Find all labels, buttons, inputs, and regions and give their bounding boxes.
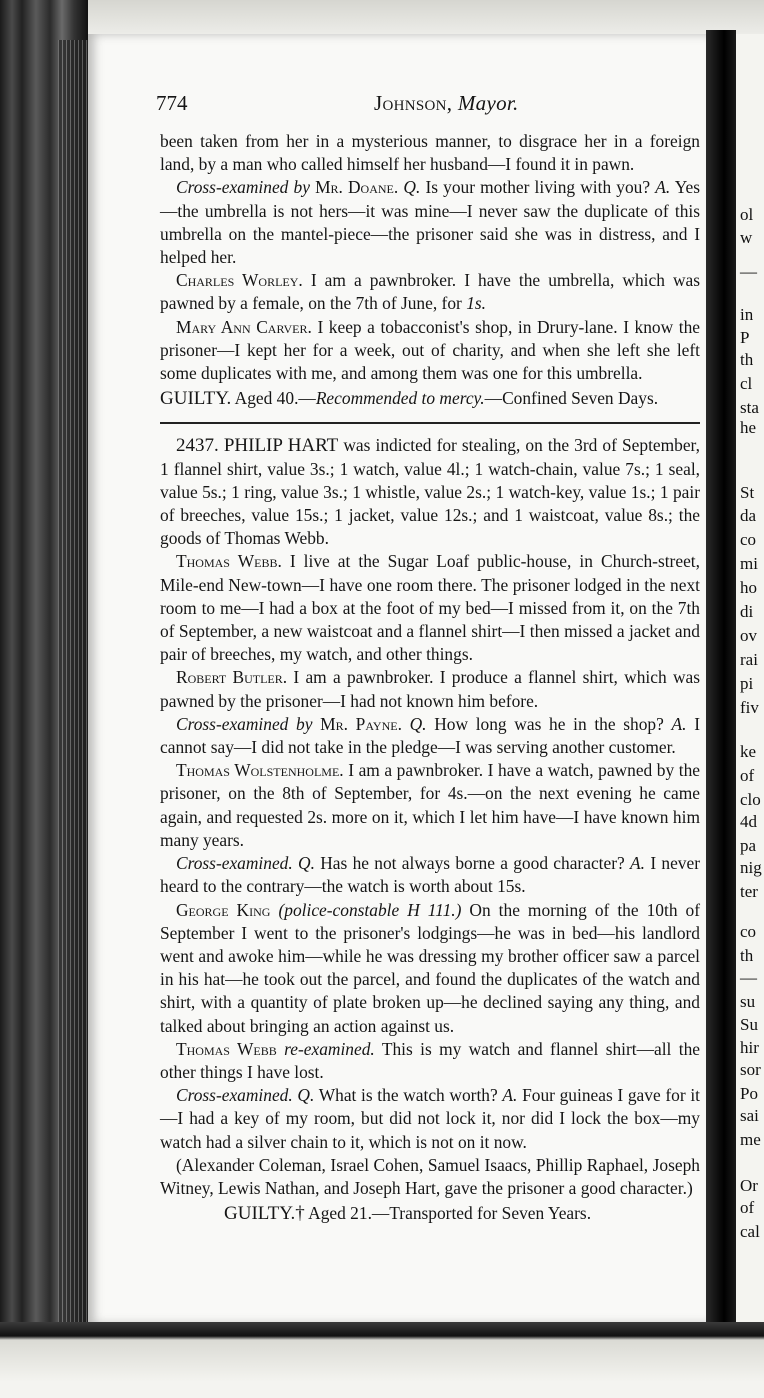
paragraph [160,176,700,269]
running-head: Johnson, Mayor. [374,91,519,115]
q-mark: Q. [297,1085,315,1106]
next-page-fragment: hir [740,1038,759,1057]
a-mark: A. [671,713,687,734]
paragraph [160,550,700,666]
verdict-sentence: —Confined Seven Days. [484,388,659,409]
speaker-name: Mr. Doane. [315,177,399,198]
scan-bottom-margin [0,1322,764,1398]
next-page-fragment: — [740,968,757,987]
indictment-text: was indicted for stealing, on the 3rd of September, 1 flannel shirt, value 3s.; 1 watch, value 4l.; 1 watch-chain, value 7s.; 1 seal, value 5s.; 1 ring, value 3s.; 1 whistle, value 2s.; 1 watch-key, value 1s.; 1 pair of breeches, value 15s.; 1 jacket, value 12s.; and 1 waistcoat, value 8s.; the goods of Thomas Webb. [160,435,700,549]
next-page-fragment: th [740,350,754,369]
speaker-name: Thomas Webb. [176,551,282,572]
next-page-fragment: ter [740,882,758,901]
verdict-recommendation: Recommended to mercy. [315,388,485,409]
speaker-name: George King [176,899,271,920]
label: re-examined. [284,1038,375,1059]
page-number: 774 [156,91,188,115]
a-mark: A. [655,177,671,198]
verdict-sentence: Aged 21.—Transported for Seven Years. [308,1203,592,1224]
speaker-name: Robert Butler. [176,667,288,688]
next-page-fragment: co [740,922,757,941]
next-page-fragment: ho [740,578,757,597]
next-page-fragment: da [740,506,757,525]
speaker-name: Mr. Payne. [320,713,402,734]
paragraph-text: Four guineas I gave for it—I had a key of my room, but did not lock it, nor did I lock the box—my watch had a silver chain to it, which is not on it now. [160,1085,700,1152]
q-mark: Q. [409,713,427,734]
next-page-fragment: ov [740,626,757,645]
next-page-fragment: cl [740,374,753,393]
label: Cross-examined. [176,1085,293,1106]
running-head-title: Mayor. [457,91,519,115]
speaker-name: Thomas Wolstenholme. [176,760,344,781]
verdict-aged: Aged 40.— [234,388,316,409]
next-page-fragment: nig [740,858,762,877]
next-page-fragment: cal [740,1222,760,1241]
paragraph-text: I cannot say—I did not take in the pledge—I was serving another customer. [160,713,700,758]
speaker-name: Mary Ann Carver. [176,316,312,337]
paragraph [160,130,700,176]
next-page-fragment: su [740,992,756,1011]
paragraph [160,1038,700,1084]
next-page-fragment: of [740,766,755,785]
verdict: GUILTY.† [224,1203,305,1225]
case-divider [160,422,700,424]
next-page-fragment: co [740,530,757,549]
paragraph-text: Yes—the umbrella is not hers—it was mine—I never saw the duplicate of this umbrella on the mantel-piece—the prisoner said she was in distress, and I helped her. [160,177,701,268]
next-page-fragment: ol [740,205,754,224]
speaker-name: Charles Worley. [176,270,303,291]
paragraph-text: been taken from her in a mysterious manner, to disgrace her in a foreign land, by a man who called himself her husband—I found it in pawn. [160,131,700,175]
paragraph-text: This is my watch and flannel shirt—all the other things I have lost. [160,1038,700,1082]
paragraph-text: I live at the Sugar Loaf public-house, in Church-street, Mile-end New-town—I have one room there. The prisoner lodged in the next room to me—I had a box at the foot of my bed—I missed from it, on the 7th of September, a new waistcoat and a flannel shirt—I then missed a jacket and pair of breeches, my watch, and other things. [160,551,700,665]
next-page-fragment: ke [740,742,757,761]
next-page-fragment: in [740,305,754,324]
label: Cross-examined by [176,177,310,198]
case-number: 2437. [176,435,219,457]
next-page-fragment: pi [740,674,754,693]
verdict: GUILTY. [160,388,232,410]
next-page-fragment: rai [740,650,758,669]
page-text [156,91,701,1225]
next-page-fragment: th [740,946,754,965]
next-page-fragment: of [740,1198,755,1217]
next-page-fragment: Po [740,1084,758,1103]
next-page-fragment: 4d [740,812,757,831]
paragraph-text: On the morning of the 10th of September I went to the prisoner's lodgings—he was in bed—his landlord went and awoke him—while he was dressing my brother officer saw a parcel in his hat—he took out the parcel, and found the duplicates of the watch and shirt, with a quantity of plate broken up—he declined saying any thing, and talked about bringing an action against us. [160,899,701,1036]
next-page-fragment: Su [740,1015,758,1034]
page-edges [58,40,88,1330]
paragraph [160,759,700,852]
q-mark: Q. [298,853,315,874]
paragraph-text: I am a pawnbroker. I have a watch, pawned by the prisoner, on the 8th of September, for 4s.—on the next evening he came again, and requested 2s. more on it, which I let him have—I have known him many years. [160,760,700,850]
paragraph-text: I am a pawnbroker. I have the umbrella, which was pawned by a female, on the 7th of June, for [160,270,700,314]
paragraph [160,316,700,386]
a-mark: A. [630,853,646,874]
paragraph-text: I never heard to the contrary—the watch is worth about 15s. [160,853,701,897]
running-header [156,91,700,122]
paragraph-text: Has he not always borne a good character? [320,853,625,874]
speaker-name: Thomas Webb [176,1038,277,1059]
label: Cross-examined. [176,853,293,874]
next-page-fragment: clo [740,790,761,809]
next-page-fragment: w [740,228,753,247]
paragraph [160,1154,700,1200]
paragraph [160,666,700,712]
indictment [160,434,700,550]
paragraph [160,1084,700,1154]
paragraph-text: I keep a tobacconist's shop, in Drury-lane. I know the prisoner—I kept her for a week, out of charity, and when she left she left some duplicates with me, and among them was one for this umbrella. [160,316,700,384]
paragraph-text: I am a pawnbroker. I produce a flannel shirt, which was pawned by the prisoner—I had not known him before. [160,667,700,711]
amount: 1s. [466,293,486,314]
paragraph-text: (Alexander Coleman, Israel Cohen, Samuel Isaacs, Phillip Raphael, Joseph Witney, Lewis Nathan, and Joseph Hart, gave the prisoner a good character.) [160,1154,700,1198]
paragraph [160,899,700,1038]
verdict-line [160,1202,700,1225]
scan-top-margin [0,0,764,34]
label: Cross-examined by [176,713,313,734]
paragraph-text: What is the watch worth? [318,1085,498,1106]
verdict-line [160,387,700,410]
next-page-fragment: sai [740,1106,759,1125]
paragraph [160,852,700,898]
paragraph-text: How long was he in the shop? [434,713,664,734]
next-page-fragment: St [740,483,755,502]
next-page-fragment: sor [740,1060,761,1079]
q-mark: Q. [403,177,421,198]
next-page-fragment: Or [740,1176,758,1195]
paragraph-text: Is your mother living with you? [425,177,651,198]
next-page-fragment: P [740,328,750,347]
paragraph [160,269,700,315]
next-page-fragment: me [740,1130,761,1149]
next-page-fragment: di [740,602,754,621]
next-page-fragment: sta [740,398,759,417]
page-gutter [706,30,736,1330]
next-page-fragment: mi [740,554,758,573]
a-mark: A. [502,1085,518,1106]
next-page-fragment: he [740,418,757,437]
defendant-name: PHILIP HART [223,435,339,457]
next-page-fragment: fiv [740,698,759,717]
next-page-fragment: — [740,262,757,281]
next-page-fragment: pa [740,836,757,855]
paragraph [160,713,700,759]
speaker-role: (police-constable H 111.) [278,899,462,920]
running-head-name: Johnson [374,91,447,115]
next-page-edge [736,34,764,1324]
